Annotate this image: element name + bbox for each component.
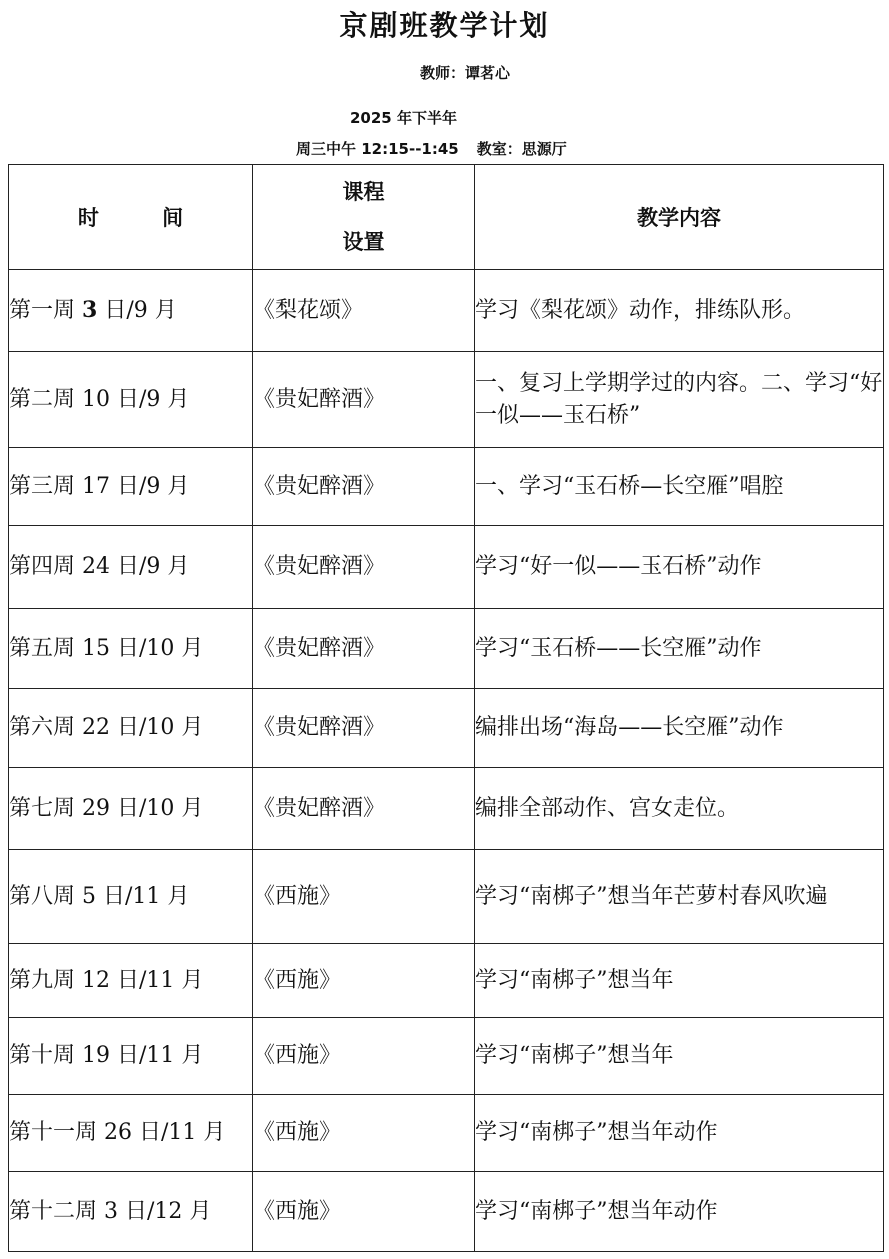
cell-content: 学习“南梆子”想当年动作 xyxy=(475,1095,884,1172)
table-row xyxy=(9,609,884,689)
table-row xyxy=(9,352,884,448)
cell-content: 学习“南梆子”想当年芒萝村春风吹遍 xyxy=(475,850,884,944)
table-row xyxy=(9,689,884,768)
header-time: 时 间 xyxy=(9,165,253,270)
cell-content: 学习“好一似——玉石桥”动作 xyxy=(475,526,884,609)
cell-content: 学习“南梆子”想当年 xyxy=(475,944,884,1018)
table-row xyxy=(9,1018,884,1095)
table-row xyxy=(9,1095,884,1172)
cell-course: 《贵妃醉酒》 xyxy=(253,352,475,448)
cell-time: 第九周 12 日/11 月 xyxy=(9,944,253,1018)
header-course xyxy=(253,165,475,270)
cell-course: 《贵妃醉酒》 xyxy=(253,689,475,768)
table-row xyxy=(9,1172,884,1252)
cell-time: 第十一周 26 日/11 月 xyxy=(9,1095,253,1172)
schedule-room: 教室：思源厅 xyxy=(476,140,567,158)
cell-content: 学习“南梆子”想当年 xyxy=(475,1018,884,1095)
cell-course: 《西施》 xyxy=(253,1018,475,1095)
cell-course: 《贵妃醉酒》 xyxy=(253,526,475,609)
table-row xyxy=(9,768,884,850)
cell-content: 学习《梨花颂》动作，排练队形。 xyxy=(475,270,884,352)
schedule-time: 周三中午 12:15--1:45 xyxy=(296,140,459,158)
cell-course: 《贵妃醉酒》 xyxy=(253,609,475,689)
cell-course: 《梨花颂》 xyxy=(253,270,475,352)
cell-course: 《西施》 xyxy=(253,1095,475,1172)
table-row xyxy=(9,448,884,526)
cell-content: 一、复习上学期学过的内容。二、学习“好一似——玉石桥” xyxy=(475,352,884,448)
cell-time: 第十二周 3 日/12 月 xyxy=(9,1172,253,1252)
teaching-plan-table xyxy=(8,164,884,1252)
cell-time: 第七周 29 日/10 月 xyxy=(9,768,253,850)
page-title: 京剧班教学计划 xyxy=(339,9,550,42)
table-row xyxy=(9,526,884,609)
cell-time: 第五周 15 日/10 月 xyxy=(9,609,253,689)
cell-time: 第八周 5 日/11 月 xyxy=(9,850,253,944)
table-body xyxy=(9,270,884,1252)
cell-content: 学习“玉石桥——长空雁”动作 xyxy=(475,609,884,689)
cell-course: 《贵妃醉酒》 xyxy=(253,448,475,526)
header-course-line1: 课程 xyxy=(342,180,385,204)
table-row xyxy=(9,850,884,944)
cell-time: 第四周 24 日/9 月 xyxy=(9,526,253,609)
teacher-line: 教师：谭茗心 xyxy=(419,64,510,82)
cell-content: 编排出场“海岛——长空雁”动作 xyxy=(475,689,884,768)
table-row xyxy=(9,944,884,1018)
schedule-line xyxy=(296,138,567,159)
cell-course: 《贵妃醉酒》 xyxy=(253,768,475,850)
header-course-line2: 设置 xyxy=(342,230,385,254)
cell-course: 《西施》 xyxy=(253,850,475,944)
cell-course: 《西施》 xyxy=(253,944,475,1018)
cell-content: 编排全部动作、宫女走位。 xyxy=(475,768,884,850)
cell-time: 第十周 19 日/11 月 xyxy=(9,1018,253,1095)
cell-time: 第一周 3 日/9 月 xyxy=(9,270,253,352)
term-line: 2025 年下半年 xyxy=(350,109,457,127)
table-header-row xyxy=(9,165,884,270)
cell-course: 《西施》 xyxy=(253,1172,475,1252)
header-content: 教学内容 xyxy=(475,165,884,270)
cell-content: 一、学习“玉石桥—长空雁”唱腔 xyxy=(475,448,884,526)
cell-time: 第六周 22 日/10 月 xyxy=(9,689,253,768)
cell-time: 第三周 17 日/9 月 xyxy=(9,448,253,526)
cell-content: 学习“南梆子”想当年动作 xyxy=(475,1172,884,1252)
cell-time: 第二周 10 日/9 月 xyxy=(9,352,253,448)
table-row xyxy=(9,270,884,352)
